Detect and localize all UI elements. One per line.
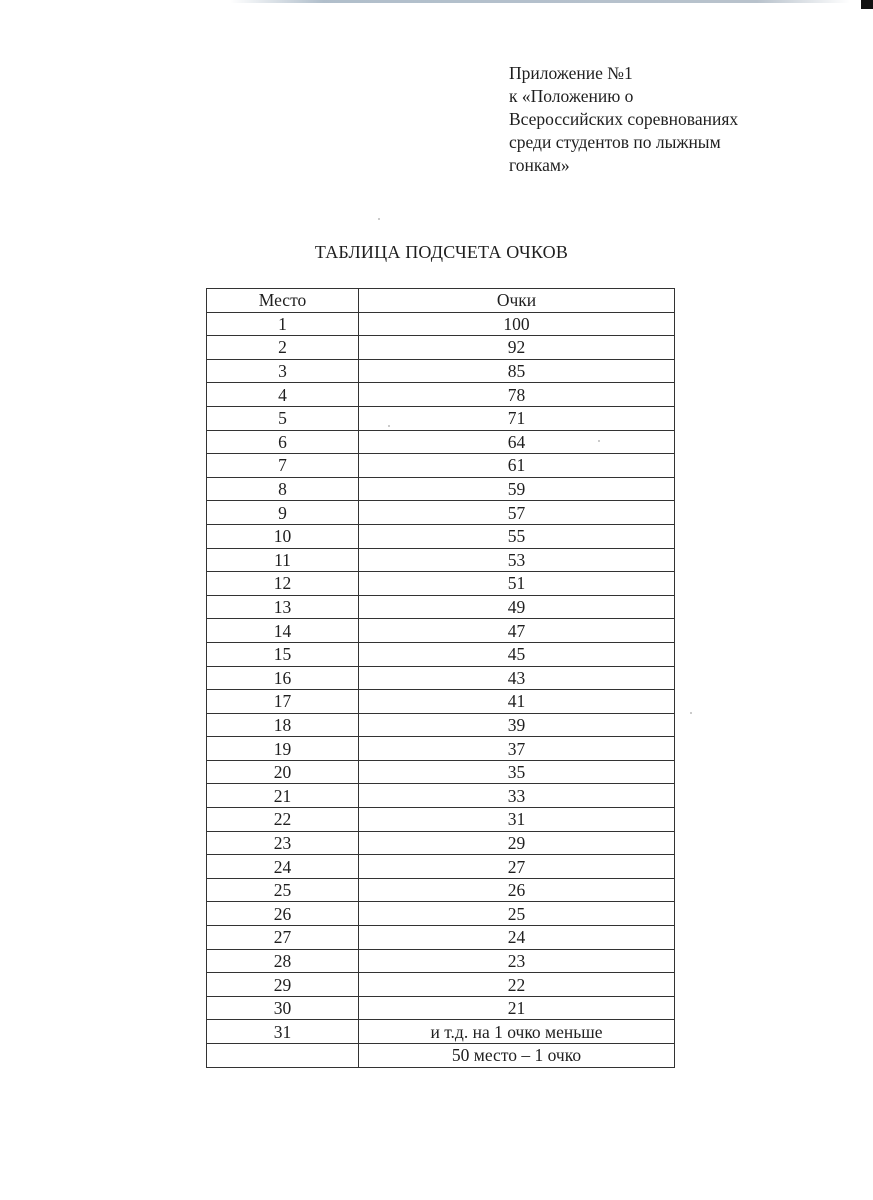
- place-cell: 6: [207, 430, 359, 454]
- table-row: [207, 784, 675, 808]
- place-cell: 10: [207, 524, 359, 548]
- table-row: [207, 1044, 675, 1068]
- points-cell: 50 место – 1 очко: [359, 1044, 675, 1068]
- table-header-row: [207, 289, 675, 313]
- points-cell: 43: [359, 666, 675, 690]
- points-cell: 71: [359, 406, 675, 430]
- place-cell: 24: [207, 855, 359, 879]
- table-row: [207, 312, 675, 336]
- points-cell: 61: [359, 454, 675, 478]
- points-cell: 29: [359, 831, 675, 855]
- place-cell: 27: [207, 926, 359, 950]
- points-cell: 37: [359, 737, 675, 761]
- scan-speck: [690, 712, 692, 714]
- place-cell: 28: [207, 949, 359, 973]
- points-cell: 22: [359, 973, 675, 997]
- appendix-line: Всероссийских соревнованиях: [509, 109, 739, 129]
- scan-edge-top: [230, 0, 850, 3]
- points-cell: 31: [359, 808, 675, 832]
- appendix-note: [509, 62, 738, 177]
- place-cell: 26: [207, 902, 359, 926]
- table-row: [207, 760, 675, 784]
- table-row: [207, 713, 675, 737]
- place-cell: 12: [207, 572, 359, 596]
- points-cell: 92: [359, 336, 675, 360]
- table-row: [207, 808, 675, 832]
- table-row: [207, 548, 675, 572]
- place-cell: 21: [207, 784, 359, 808]
- points-cell: 49: [359, 595, 675, 619]
- table-row: [207, 572, 675, 596]
- points-cell: 59: [359, 477, 675, 501]
- points-cell: 55: [359, 524, 675, 548]
- place-cell: 29: [207, 973, 359, 997]
- points-cell: 25: [359, 902, 675, 926]
- place-cell: 18: [207, 713, 359, 737]
- table-body: [207, 312, 675, 1067]
- table-row: [207, 406, 675, 430]
- points-cell: 45: [359, 642, 675, 666]
- table-row: [207, 690, 675, 714]
- table-row: [207, 831, 675, 855]
- table-row: [207, 996, 675, 1020]
- table-row: [207, 642, 675, 666]
- table-row: [207, 430, 675, 454]
- appendix-line: гонкам»: [509, 155, 570, 175]
- place-cell: 11: [207, 548, 359, 572]
- points-cell: 78: [359, 383, 675, 407]
- points-cell: 35: [359, 760, 675, 784]
- place-cell: 1: [207, 312, 359, 336]
- points-cell: 27: [359, 855, 675, 879]
- appendix-line: к «Положению о: [509, 86, 634, 106]
- points-cell: 21: [359, 996, 675, 1020]
- table-row: [207, 477, 675, 501]
- table-row: [207, 926, 675, 950]
- table-row: [207, 973, 675, 997]
- points-cell: 47: [359, 619, 675, 643]
- column-header-place: Место: [207, 289, 359, 313]
- place-cell: 7: [207, 454, 359, 478]
- place-cell: 13: [207, 595, 359, 619]
- place-cell: 31: [207, 1020, 359, 1044]
- table-row: [207, 336, 675, 360]
- table-row: [207, 595, 675, 619]
- scan-speck: [378, 218, 380, 220]
- table-row: [207, 524, 675, 548]
- place-cell: 4: [207, 383, 359, 407]
- place-cell: 15: [207, 642, 359, 666]
- place-cell: [207, 1044, 359, 1068]
- place-cell: 2: [207, 336, 359, 360]
- appendix-line: Приложение №1: [509, 63, 633, 83]
- place-cell: 5: [207, 406, 359, 430]
- place-cell: 23: [207, 831, 359, 855]
- place-cell: 14: [207, 619, 359, 643]
- points-cell: и т.д. на 1 очко меньше: [359, 1020, 675, 1044]
- points-cell: 39: [359, 713, 675, 737]
- place-cell: 19: [207, 737, 359, 761]
- place-cell: 22: [207, 808, 359, 832]
- table-row: [207, 666, 675, 690]
- table-row: [207, 359, 675, 383]
- points-cell: 64: [359, 430, 675, 454]
- column-header-points: Очки: [359, 289, 675, 313]
- table-row: [207, 737, 675, 761]
- points-cell: 24: [359, 926, 675, 950]
- table-row: [207, 501, 675, 525]
- place-cell: 20: [207, 760, 359, 784]
- points-table: [206, 288, 675, 1068]
- points-cell: 26: [359, 878, 675, 902]
- appendix-line: среди студентов по лыжным: [509, 132, 721, 152]
- table-row: [207, 1020, 675, 1044]
- points-cell: 53: [359, 548, 675, 572]
- table-row: [207, 878, 675, 902]
- place-cell: 3: [207, 359, 359, 383]
- points-cell: 41: [359, 690, 675, 714]
- points-cell: 33: [359, 784, 675, 808]
- table-row: [207, 902, 675, 926]
- place-cell: 30: [207, 996, 359, 1020]
- place-cell: 17: [207, 690, 359, 714]
- points-cell: 85: [359, 359, 675, 383]
- scan-corner-mark: [861, 0, 873, 9]
- table-row: [207, 619, 675, 643]
- page-title: ТАБЛИЦА ПОДСЧЕТА ОЧКОВ: [314, 242, 569, 262]
- place-cell: 8: [207, 477, 359, 501]
- place-cell: 25: [207, 878, 359, 902]
- table-row: [207, 949, 675, 973]
- table-row: [207, 383, 675, 407]
- place-cell: 16: [207, 666, 359, 690]
- points-cell: 23: [359, 949, 675, 973]
- table-row: [207, 855, 675, 879]
- table-row: [207, 454, 675, 478]
- points-cell: 51: [359, 572, 675, 596]
- points-cell: 57: [359, 501, 675, 525]
- points-cell: 100: [359, 312, 675, 336]
- place-cell: 9: [207, 501, 359, 525]
